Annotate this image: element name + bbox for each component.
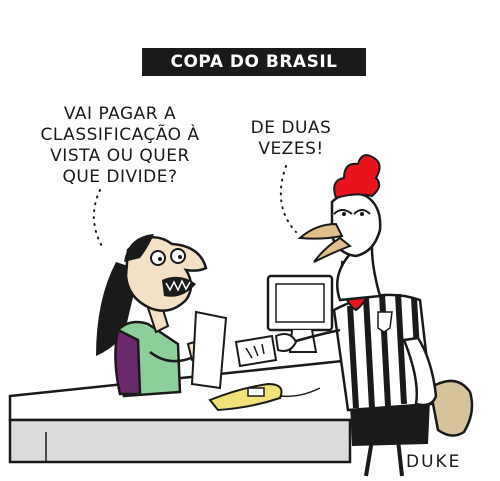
speech-line: QUE DIVIDE? <box>62 167 178 187</box>
credit-card <box>236 336 276 366</box>
attendant-figure <box>96 234 226 396</box>
speech-line: VEZES! <box>258 139 324 159</box>
speech-line: CLASSIFICAÇÃO À <box>40 125 200 145</box>
speech-bubble-rooster <box>226 118 356 160</box>
artist-signature: DUKE <box>406 452 462 472</box>
service-counter <box>10 360 356 462</box>
speech-line: VAI PAGAR A <box>63 104 177 124</box>
speech-tail-attendant <box>94 190 104 250</box>
speech-line: DE DUAS <box>250 118 332 138</box>
speech-tail-rooster <box>281 166 296 232</box>
page-title: COPA DO BRASIL <box>142 48 366 76</box>
speech-line: VISTA OU QUER <box>50 146 190 166</box>
speech-bubble-attendant <box>4 104 236 188</box>
